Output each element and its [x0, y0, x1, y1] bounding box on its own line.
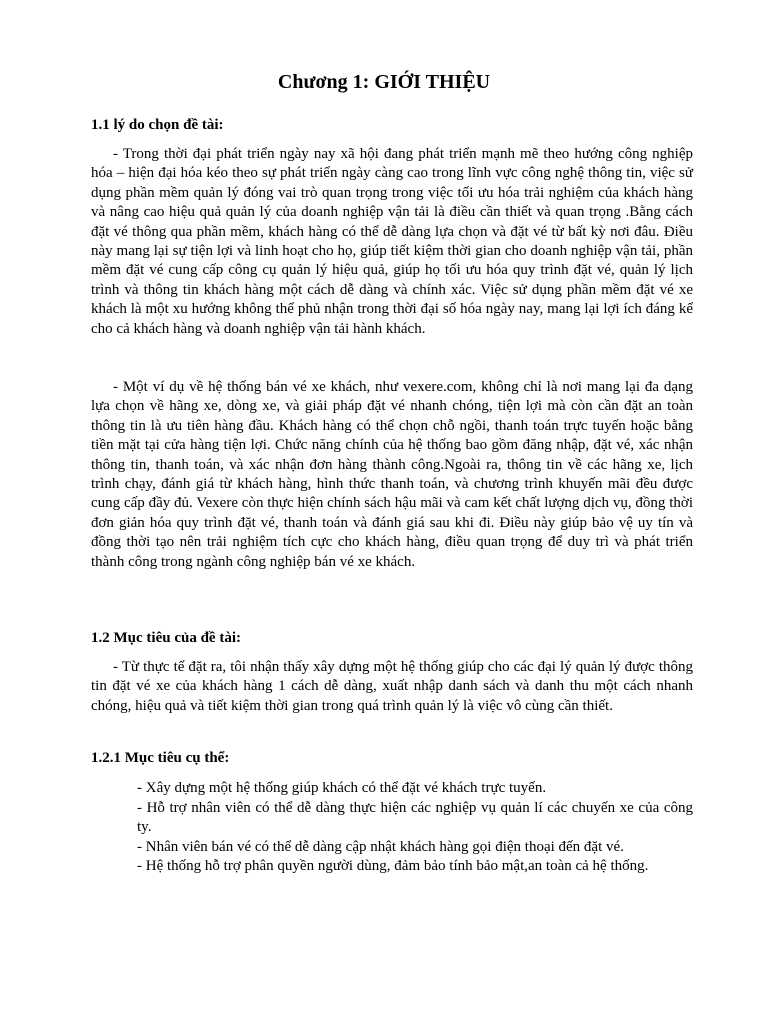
paragraph-1-2: - Từ thực tế đặt ra, tôi nhận thấy xây dựng một hệ thống giúp cho các đại lý quản lý được thông tin đặt vé xe của khách hàng 1 cách dễ dàng, xuất nhập danh sách và danh thu một cách nhanh chóng, hiệu quả và tiết kiệm thời gian trong quá trình quản lý là việc vô cùng cần thiết. — [91, 659, 693, 714]
section-heading-1-2: 1.2 Mục tiêu của đề tài: — [91, 630, 241, 646]
section-heading-1-2-1: 1.2.1 Mục tiêu cụ thể: — [91, 750, 230, 766]
paragraph-1-1-b: - Một ví dụ về hệ thống bán vé xe khách, như vexere.com, không chỉ là nơi mang lại đa dạng lựa chọn về hãng xe, dòng xe, và giải pháp đặt vé nhanh chóng, tiện lợi mà còn cần đặt an toàn thông tin là ưu tiên hàng đầu. Khách hàng có thể chọn chỗ ngồi, thanh toán trực tuyến hoặc bằng tiền mặt tại cửa hàng tiện lợi. Chức năng chính của hệ thống bao gồm đăng nhập, đặt vé, xác nhận thông tin, thanh toán, và xác nhận đơn hàng thành công.Ngoài ra, thông tin về các hãng xe, lịch trình chạy, đánh giá từ khách hàng, hình thức thanh toán, và chương trình khuyến mãi đều được cung cấp đầy đủ. Vexere còn thực hiện chính sách hậu mãi và cam kết chất lượng dịch vụ, đồng thời đơn giản hóa quy trình đặt vé, thanh toán và đánh giá sau khi đi. Điều này giúp bảo vệ uy tín và đồng thời tạo nên trải nghiệm tích cực cho khách hàng, điều quan trọng để duy trì và phát triển thành công trong ngành công nghiệp bán vé xe khách. — [91, 379, 693, 570]
chapter-title: Chương 1: GIỚI THIỆU — [277, 71, 491, 93]
list-item: - Hệ thống hỗ trợ phân quyền người dùng, đảm bảo tính bảo mật,an toàn cả hệ thống. — [137, 858, 649, 875]
list-item: - Nhân viên bán vé có thể dễ dàng cập nhật khách hàng gọi điện thoại đến đặt vé. — [137, 838, 624, 855]
list-item: - Xây dựng một hệ thống giúp khách có thể đặt vé khách trực tuyến. — [137, 780, 547, 796]
section-heading-1-1: 1.1 lý do chọn đề tài: — [91, 117, 224, 133]
list-item: - Hỗ trợ nhân viên có thể dễ dàng thực hiện các nghiệp vụ quản lí các chuyến xe của công ty. — [137, 799, 693, 836]
objectives-list — [137, 779, 693, 877]
paragraph-1-1-a: - Trong thời đại phát triển ngày nay xã hội đang phát triển mạnh mẽ theo hướng công nghiệp hóa – hiện đại hóa kéo theo sự phát triển ngày càng cao trong lĩnh vực công nghệ thông tin, việc sử dụng phần mềm quản lý đóng vai trò quan trọng trong việc tối ưu hóa trải nghiệm của khách hàng và nâng cao hiệu quả quản lý của doanh nghiệp vận tải là điều cần thiết và quan trọng .Bằng cách đặt vé thông qua phần mềm, khách hàng có thể dễ dàng lựa chọn và đặt vé từ bất kỳ nơi đâu. Điều này mang lại sự tiện lợi và linh hoạt cho họ, giúp tiết kiệm thời gian cho doanh nghiệp vận tải, phần mềm đặt vé cung cấp công cụ quản lý hiệu quả, giúp họ tối ưu hóa quy trình đặt vé, quản lý lịch trình và thông tin khách hàng một cách dễ dàng và chính xác. Việc sử dụng phần mềm đặt vé xe khách là một xu hướng không thể phủ nhận trong thời đại số hóa ngày nay, mang lại lợi ích đáng kể cho cả khách hàng và doanh nghiệp vận tải hành khách. — [91, 146, 693, 337]
